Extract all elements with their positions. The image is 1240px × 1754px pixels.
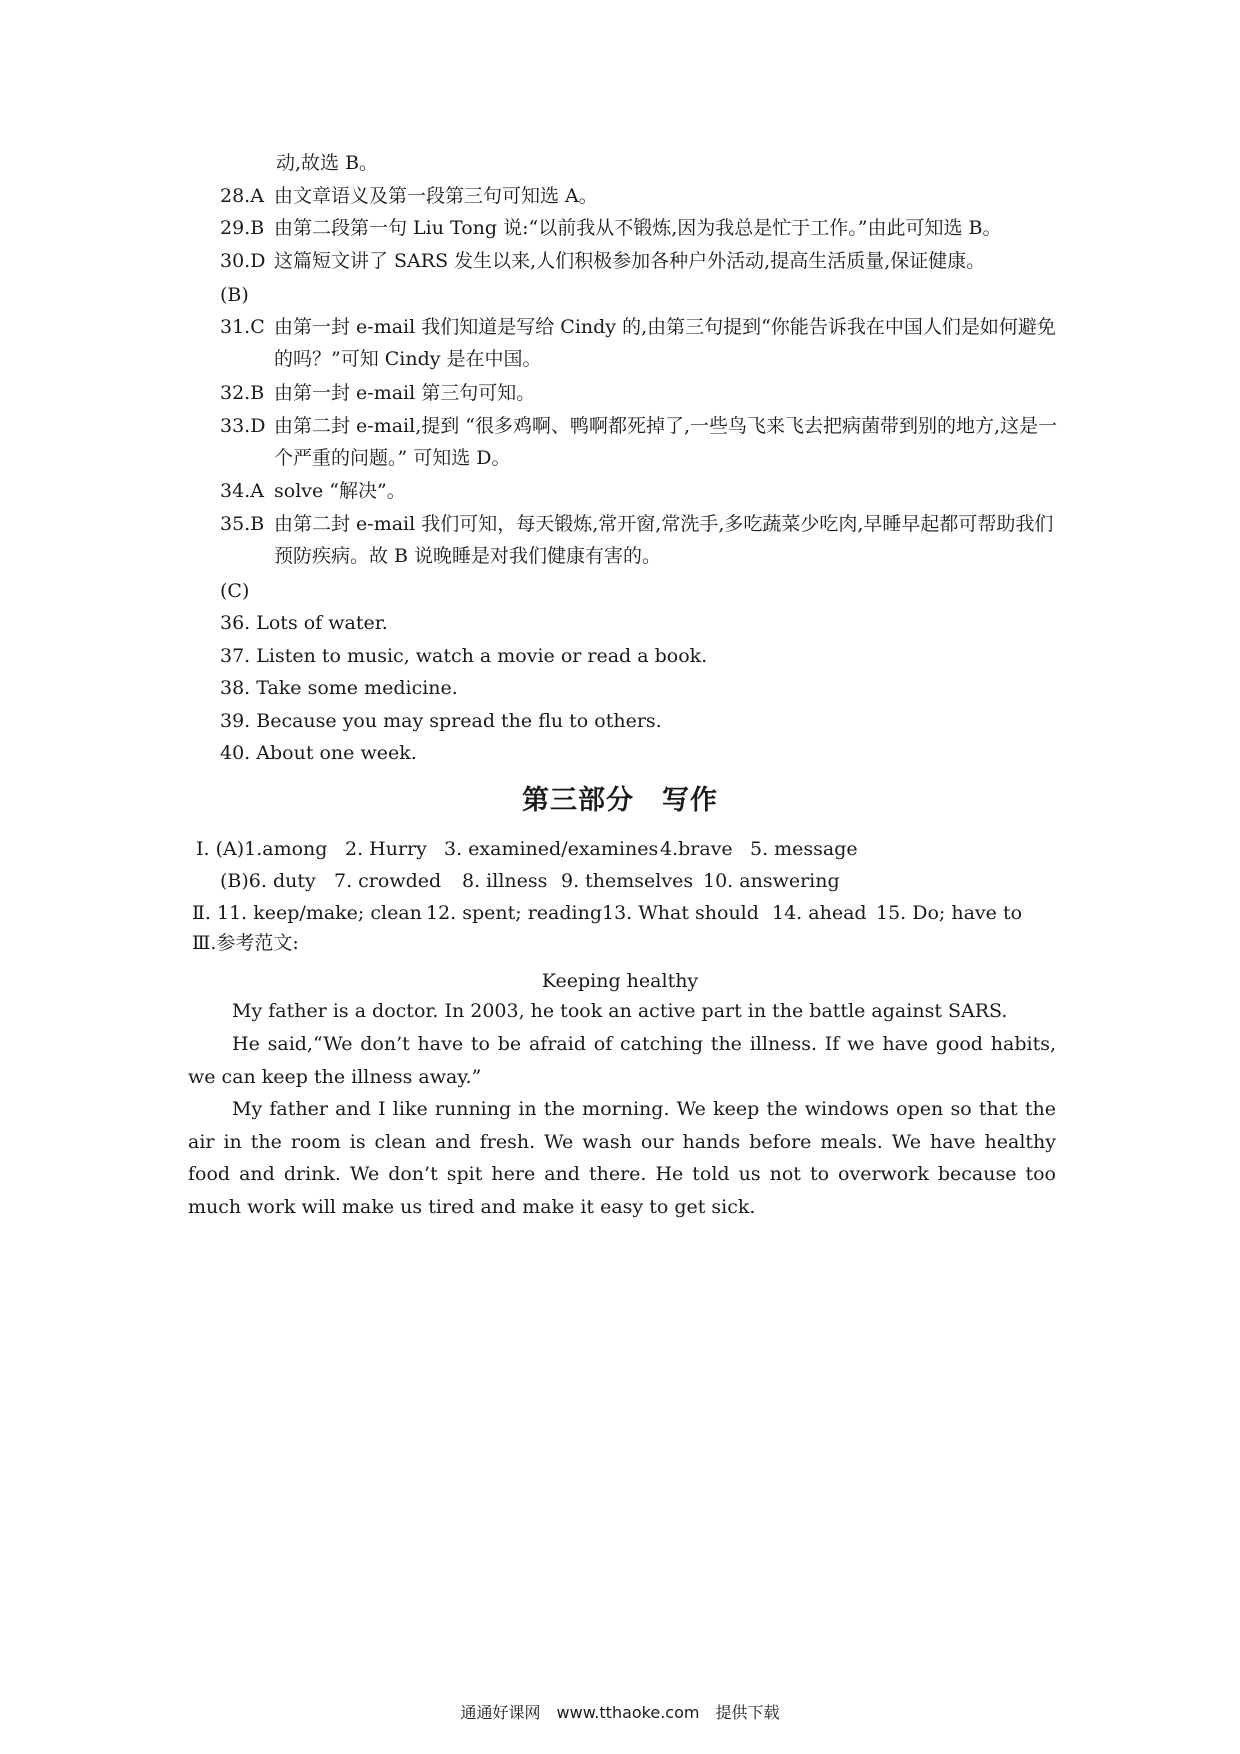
answer-34 bbox=[220, 478, 1060, 507]
continuation-text: 动,故选 B。 bbox=[276, 152, 379, 174]
answer-number: 35.B bbox=[220, 513, 265, 535]
answer-40: 40. About one week. bbox=[220, 742, 417, 764]
writing-row-1-item: 2. Hurry bbox=[345, 838, 427, 860]
answer-36: 36. Lots of water. bbox=[220, 612, 388, 634]
answer-38: 38. Take some medicine. bbox=[220, 677, 458, 699]
essay-paragraph-2: He said,“We don’t have to be afraid of catching the illness. If we have good habits, we can keep the illness away.” bbox=[188, 1033, 1056, 1088]
writing-row-2-prefix: (B)6. duty bbox=[220, 870, 316, 892]
answer-39: 39. Because you may spread the flu to others. bbox=[220, 710, 662, 732]
answer-text: 这篇短文讲了 SARS 发生以来,人们积极参加各种户外活动,提高生活质量,保证健康。 bbox=[274, 250, 986, 272]
answer-text: 由文章语义及第一段第三句可知选 A。 bbox=[274, 185, 598, 207]
answer-33 bbox=[220, 413, 1060, 474]
section-c-label: (C) bbox=[220, 580, 250, 602]
writing-row-3-prefix: Ⅱ. 11. keep/make; clean bbox=[192, 902, 422, 924]
section-b-label: (B) bbox=[220, 284, 249, 306]
answer-31 bbox=[220, 314, 1060, 375]
writing-row-3-item: 15. Do; have to bbox=[876, 902, 1023, 924]
writing-row-3-item: 13. What should bbox=[602, 902, 759, 924]
answer-text: 由第二封 e-mail,提到 “很多鸡啊、鸭啊都死掉了,一些鸟飞来飞去把病菌带到别的地方,这是一个严重的问题。” 可知选 D。 bbox=[274, 415, 1058, 469]
writing-row-3-item: 14. ahead bbox=[772, 902, 867, 924]
answer-number: 33.D bbox=[220, 415, 266, 437]
answer-number: 29.B bbox=[220, 217, 265, 239]
answer-text: 由第一封 e-mail 第三句可知。 bbox=[274, 382, 536, 404]
writing-row-1-item: 5. message bbox=[750, 838, 858, 860]
writing-row-1-item: 3. examined/examines bbox=[444, 838, 659, 860]
answer-text: 由第二段第一句 Liu Tong 说:“以前我从不锻炼,因为我总是忙于工作。”由此可知选 B。 bbox=[274, 217, 1002, 239]
answer-text: 由第一封 e-mail 我们知道是写给 Cindy 的,由第三句提到“你能告诉我在中国人们是如何避免的吗？”可知 Cindy 是在中国。 bbox=[274, 316, 1056, 370]
answer-37: 37. Listen to music, watch a movie or read a book. bbox=[220, 645, 708, 667]
writing-row-3-item: 12. spent; reading bbox=[426, 902, 603, 924]
essay-paragraph-1: My father is a doctor. In 2003, he took an active part in the battle against SARS. bbox=[232, 1000, 1008, 1022]
answer-number: 28.A bbox=[220, 185, 264, 207]
writing-row-2-item: 8. illness bbox=[462, 870, 548, 892]
answer-number: 31.C bbox=[220, 316, 265, 338]
part3-heading: 第三部分 写作 bbox=[522, 785, 718, 816]
writing-row-2-item: 7. crowded bbox=[334, 870, 442, 892]
writing-row-1-item: 4.brave bbox=[660, 838, 733, 860]
answer-text: solve “解决”。 bbox=[274, 480, 406, 502]
answer-32 bbox=[220, 380, 1060, 409]
essay-paragraph-3: My father and I like running in the morning. We keep the windows open so that the air in the room is clean and fresh. We wash our hands before meals. We have healthy food and drink. We don’t spit here and there. He told us not to overwork because too much work will make us tired and make it easy to get sick. bbox=[188, 1098, 1056, 1218]
answer-number: 32.B bbox=[220, 382, 265, 404]
answer-text: 由第二封 e-mail 我们可知，每天锻炼,常开窗,常洗手,多吃蔬菜少吃肉,早睡早起都可帮助我们预防疾病。故 B 说晚睡是对我们健康有害的。 bbox=[274, 513, 1054, 567]
page-footer: 通通好课网 www.tthaoke.com 提供下载 bbox=[460, 1703, 780, 1722]
writing-row-2-item: 9. themselves bbox=[561, 870, 694, 892]
answer-29 bbox=[220, 215, 1060, 244]
model-essay-label: Ⅲ.参考范文: bbox=[192, 932, 299, 954]
answer-number: 34.A bbox=[220, 480, 264, 502]
writing-row-2-item: 10. answering bbox=[703, 870, 840, 892]
answer-number: 30.D bbox=[220, 250, 266, 272]
essay-title: Keeping healthy bbox=[541, 970, 699, 992]
writing-row-1-prefix: Ⅰ. (A)1.among bbox=[196, 838, 328, 860]
answer-30 bbox=[220, 248, 1060, 277]
answer-28 bbox=[220, 183, 1060, 212]
answer-35 bbox=[220, 511, 1060, 572]
